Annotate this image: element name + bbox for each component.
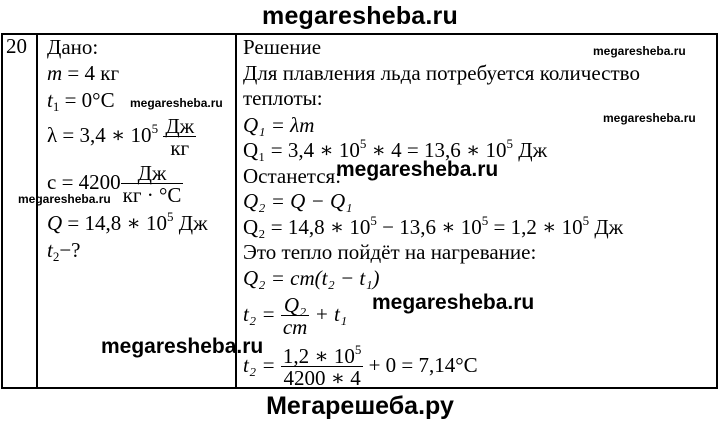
watermark: megaresheba.ru	[336, 158, 499, 181]
t2c-num-pre: 1,2 ∗ 10	[282, 343, 355, 368]
q2-calc-exp1: 5	[370, 213, 377, 228]
given-Q	[47, 211, 208, 235]
c-pre: c = 4200	[47, 170, 121, 194]
lambda-exp: 5	[151, 121, 159, 136]
c-unit-fraction	[121, 160, 184, 207]
q2-calc-mid: − 13,6 ∗ 10	[376, 215, 482, 239]
watermark: megaresheba.ru	[101, 335, 264, 358]
Q-pre: = 14,8 ∗ 10	[62, 211, 168, 235]
q2-calc-mid2: = 1,2 ∗ 10	[488, 215, 583, 239]
given-title: Дано:	[47, 35, 99, 59]
Q-var: Q	[47, 211, 63, 235]
site-footer: Мегарешеба.ру	[266, 392, 454, 420]
watermark: megaresheba.ru	[593, 44, 686, 58]
given-t1	[47, 88, 115, 112]
watermark: megaresheba.ru	[372, 291, 535, 314]
solution-t2-formula	[243, 290, 347, 338]
solution-title: Решение	[243, 35, 322, 59]
solution-text-1: Для плавления льда потребуется количество	[243, 61, 640, 85]
problem-number: 20	[6, 34, 27, 58]
watermark: megaresheba.ru	[603, 111, 696, 125]
solution-text-3: Останется:	[243, 164, 342, 188]
t2c-den: 4200 ∗ 4	[281, 366, 364, 389]
mass-value: = 4 кг	[62, 61, 120, 85]
q2-calc-unit: Дж	[589, 215, 624, 239]
t2c-num-exp: 5	[354, 341, 362, 357]
t1-var: t	[47, 88, 53, 112]
q1-calc-exp1: 5	[359, 136, 367, 151]
watermark: megaresheba.ru	[130, 96, 223, 110]
site-header: megaresheba.ru	[262, 2, 458, 30]
q2-calc-exp2: 5	[481, 213, 489, 228]
solution-q2-formula: Q₂ = Q − Q₁	[243, 189, 353, 213]
q2-calc-exp3: 5	[582, 213, 590, 228]
Q-unit: Дж	[173, 211, 208, 235]
solution-heat-formula: Q₂ = cm(t₂ − t₁)	[243, 266, 380, 290]
t2-fraction	[281, 292, 310, 339]
t2-rest: + t₁	[309, 302, 348, 326]
table-border-left	[1, 33, 3, 389]
solution-t2-calc	[243, 341, 478, 389]
given-t2	[47, 238, 81, 262]
solution-q2-calc	[243, 215, 623, 239]
q1-calc-mid: ∗ 4 = 13,6 ∗ 10	[366, 138, 507, 162]
solution-text-4: Это тепло пойдёт на нагревание:	[243, 240, 537, 264]
t2c-rest: + 0 = 7,14°C	[363, 353, 478, 377]
t2-den: cm	[282, 314, 308, 339]
table-border-right	[716, 33, 718, 389]
q1-calc-exp2: 5	[506, 136, 513, 151]
t2-num: Q₂	[283, 292, 307, 317]
given-lambda	[47, 113, 196, 159]
q2-calc-pre: Q₂ = 14,8 ∗ 10	[243, 215, 371, 239]
t2c-num	[281, 341, 364, 368]
lambda-unit-num: Дж	[165, 113, 195, 138]
t2-sub: 2	[52, 249, 60, 264]
t2-lhs: t₂ =	[243, 302, 281, 326]
t2-var: t	[47, 238, 53, 262]
c-unit-den: кг · °C	[122, 182, 182, 207]
q1-calc-unit: Дж	[513, 138, 548, 162]
c-unit-num: Дж	[137, 160, 167, 185]
q1-calc-pre: Q₁ = 3,4 ∗ 10	[243, 138, 360, 162]
t1-value: = 0°C	[59, 88, 115, 112]
table-divider-number	[36, 33, 38, 389]
t2c-fraction	[281, 341, 364, 390]
solution-text-2: теплоты:	[243, 86, 323, 110]
table-border-top	[1, 33, 718, 35]
mass-var: m	[47, 61, 63, 85]
given-mass	[47, 61, 119, 85]
solution-q1-formula: Q₁ = λm	[243, 113, 315, 137]
Q-exp: 5	[167, 209, 174, 224]
lambda-pre: λ = 3,4 ∗ 10	[47, 123, 152, 147]
lambda-unit-den: кг	[163, 136, 196, 159]
lambda-unit-fraction	[163, 113, 196, 160]
watermark: megaresheba.ru	[18, 192, 111, 206]
t2-question: −?	[59, 238, 81, 262]
t1-sub: 1	[52, 99, 60, 114]
t2c-lhs: t₂ =	[243, 353, 281, 377]
